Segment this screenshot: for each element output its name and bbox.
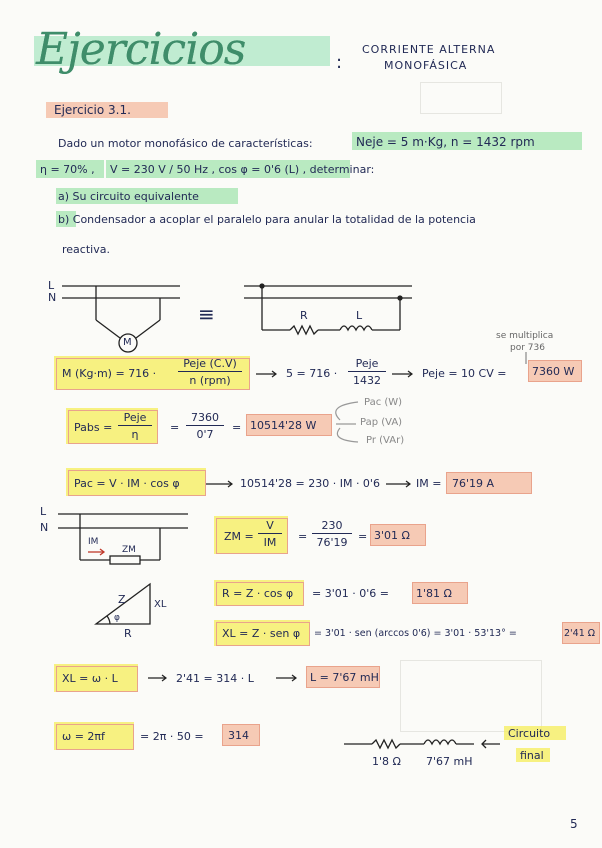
eq4-lhs: ZM =	[224, 530, 254, 543]
eq2-equals2: =	[232, 421, 242, 434]
final-r-value: 1'8 Ω	[372, 755, 401, 768]
final-label2: final	[520, 749, 544, 762]
statement-eff: η = 70% ,	[40, 163, 95, 176]
eq2-num2: 7360	[186, 412, 224, 426]
statement-data1: Neje = 5 m·Kg, n = 1432 rpm	[356, 135, 535, 149]
eq1-step: 5 = 716 ·	[286, 367, 338, 380]
eq2-fraction2	[186, 412, 224, 440]
eq7-step: 2'41 = 314 · L	[176, 672, 254, 685]
eq5-lhs: R = Z · cos φ	[222, 587, 294, 600]
item-b-line1: b) Condensador a acoplar el paralelo para anular la totalidad de la potencia	[58, 213, 476, 226]
triangle-phi: φ	[114, 613, 120, 623]
line-label-N2: N	[40, 521, 49, 534]
eq7-lhs: XL = ω · L	[62, 672, 118, 685]
eq1-den: n (rpm)	[189, 374, 231, 387]
item-b-line2: reactiva.	[62, 243, 110, 256]
statement-line1: Dado un motor monofásico de características:	[58, 137, 313, 150]
subtitle-line2: MONOFÁSICA	[384, 59, 468, 72]
bleed-through-box	[400, 660, 542, 732]
eq2-den: η	[131, 428, 139, 441]
triangle-XL: XL	[154, 599, 167, 610]
final-l-value: 7'67 mH	[426, 755, 473, 768]
eq7-result: L = 7'67 mH	[310, 671, 379, 684]
eq1-step-den: 1432	[353, 374, 381, 387]
eq1-num: Peje (C.V)	[178, 358, 242, 372]
eq6-lhs: XL = Z · sen φ	[222, 627, 301, 640]
eq2-branch1: Pac (W)	[364, 397, 403, 408]
eq2-num: Peje	[118, 412, 152, 426]
eq8-lhs: ω = 2πf	[62, 730, 105, 743]
subtitle-line1: CORRIENTE ALTERNA	[362, 43, 496, 56]
eq4-den2: 76'19	[316, 536, 348, 549]
eq4-equals: =	[298, 530, 308, 543]
resistor-label: R	[300, 309, 308, 322]
inductor-label: L	[356, 309, 363, 322]
current-label: IM	[88, 537, 99, 547]
impedance-label: ZM	[122, 545, 136, 555]
triangle-R: R	[124, 627, 132, 640]
motor-symbol: M	[123, 337, 132, 348]
eq1-result: 7360 W	[532, 365, 575, 378]
eq1-step-num: Peje	[348, 358, 386, 372]
triangle-Z: Z	[118, 593, 126, 606]
eq8-step: = 2π · 50 =	[140, 730, 204, 743]
eq4-fraction2	[312, 520, 352, 548]
eq4-fraction	[258, 520, 282, 548]
eq4-num: V	[258, 520, 282, 534]
line-label-L2: L	[40, 505, 47, 518]
eq6-step: = 3'01 · sen (arccos 0'6) = 3'01 · 53'13° =	[314, 628, 517, 639]
eq4-result: 3'01 Ω	[374, 529, 410, 542]
eq2-fraction	[118, 412, 152, 440]
title-colon: :	[336, 52, 343, 73]
item-a: a) Su circuito equivalente	[58, 190, 199, 203]
eq8-result: 314	[228, 729, 249, 742]
eq1-step-fraction	[348, 358, 386, 386]
eq1-note1: se multiplica	[496, 331, 554, 341]
page-number: 5	[570, 817, 578, 831]
equivalent-symbol: ≡	[198, 302, 215, 326]
eq1-result-pre: Peje = 10 CV =	[422, 367, 507, 380]
final-label1: Circuito	[508, 727, 551, 740]
eq4-equals2: =	[358, 530, 368, 543]
eq4-den: IM	[263, 536, 277, 549]
line-label-N: N	[48, 291, 57, 304]
eq4-num2: 230	[312, 520, 352, 534]
eq1-note2: por 736	[510, 343, 545, 353]
bleed-through-box	[420, 82, 502, 114]
eq5-result: 1'81 Ω	[416, 587, 452, 600]
exercise-label: Ejercicio 3.1.	[54, 103, 131, 117]
eq2-branch3: Pr (VAr)	[366, 435, 405, 446]
eq3-step: 10514'28 = 230 · IM · 0'6	[240, 477, 380, 490]
line-label-L: L	[48, 279, 55, 292]
eq2-branch2: Pap (VA)	[360, 417, 403, 428]
eq3-result-pre: IM =	[416, 477, 442, 490]
eq1-lhs: M (Kg·m) = 716 ·	[62, 367, 157, 380]
eq2-den2: 0'7	[196, 428, 214, 441]
eq6-result: 2'41 Ω	[564, 628, 596, 639]
eq2-equals: =	[170, 421, 180, 434]
page-title: Ejercicios	[36, 24, 246, 75]
eq5-step: = 3'01 · 0'6 =	[312, 587, 389, 600]
eq3-lhs: Pac = V · IM · cos φ	[74, 477, 180, 490]
eq3-result: 76'19 A	[452, 477, 495, 490]
eq2-lhs: Pabs =	[74, 421, 113, 434]
eq1-fraction	[178, 358, 242, 386]
eq2-result: 10514'28 W	[250, 419, 317, 432]
statement-data2: V = 230 V / 50 Hz , cos φ = 0'6 (L) , determinar:	[110, 163, 375, 176]
